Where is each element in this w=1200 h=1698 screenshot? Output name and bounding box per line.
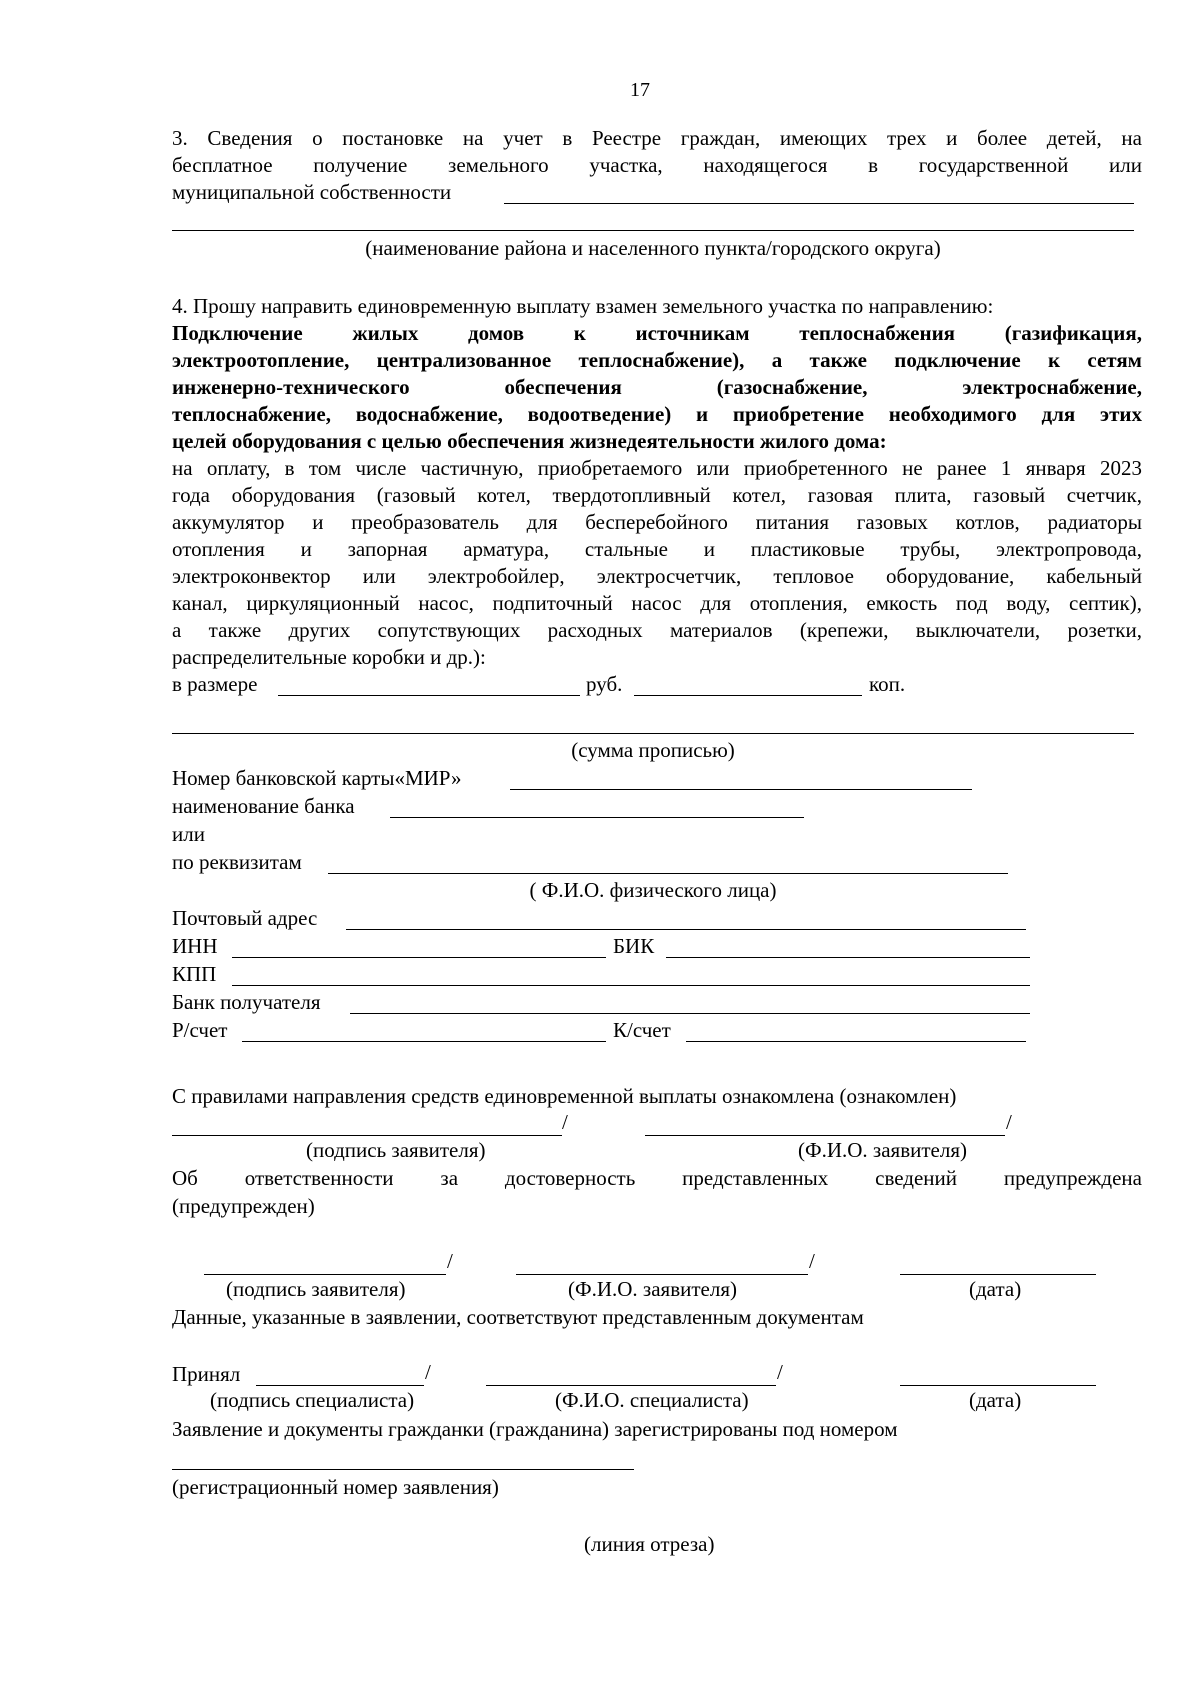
- section4-text-line: а также других сопутствующих расходных материалов (крепежи, выключатели, розетки,: [172, 618, 1142, 642]
- section3-line2: бесплатное получение земельного участка, находящегося в государственной или: [172, 153, 1142, 177]
- bank-name-field-line[interactable]: [390, 817, 804, 818]
- specialist-date-caption: (дата): [969, 1388, 1022, 1412]
- spec-slash: /: [425, 1360, 431, 1384]
- accepted-label: Принял: [172, 1362, 241, 1386]
- bik-field-line[interactable]: [666, 957, 1030, 958]
- kpp-label: КПП: [172, 962, 217, 986]
- district-field-line[interactable]: [172, 230, 1134, 231]
- responsibility-line2: (предупрежден): [172, 1194, 315, 1218]
- section4-bold-line: Подключение жилых домов к источникам теплоснабжения (газификация,: [172, 321, 1142, 345]
- section4-bold-line: электроотопление, централизованное теплоснабжение), а также подключение к сетям: [172, 348, 1142, 372]
- account-field-line[interactable]: [242, 1041, 606, 1042]
- ack-slash: /: [1006, 1110, 1012, 1134]
- ack-signature-caption: (подпись заявителя): [306, 1138, 486, 1162]
- recipient-bank-field-line[interactable]: [350, 1013, 1030, 1014]
- section4-text-line: распределительные коробки и др.):: [172, 645, 486, 669]
- cut-line-caption: (линия отреза): [584, 1532, 715, 1556]
- account-label: Р/счет: [172, 1018, 228, 1042]
- section4-intro: 4. Прошу направить единовременную выплату взамен земельного участка по направлению:: [172, 294, 994, 318]
- resp-date-caption: (дата): [969, 1277, 1022, 1301]
- specialist-signature-caption: (подпись специалиста): [210, 1388, 415, 1412]
- postal-address-label: Почтовый адрес: [172, 906, 318, 930]
- page-number: 17: [630, 79, 650, 101]
- recipient-bank-label: Банк получателя: [172, 990, 321, 1014]
- verification-text: Данные, указанные в заявлении, соответствуют представленным документам: [172, 1305, 864, 1329]
- amount-kop-field-line[interactable]: [634, 695, 862, 696]
- section3-line3: муниципальной собственности: [172, 180, 452, 204]
- section4-text-line: канал, циркуляционный насос, подпиточный насос для отопления, емкость под воду, септик),: [172, 591, 1142, 615]
- section3-line1: 3. Сведения о постановке на учет в Реестре граждан, имеющих трех и более детей, на: [172, 126, 1142, 150]
- inn-field-line[interactable]: [232, 957, 606, 958]
- registration-number-field-line[interactable]: [172, 1469, 634, 1470]
- ack-text: С правилами направления средств единовременной выплаты ознакомлена (ознакомлен): [172, 1084, 957, 1108]
- bank-name-label: наименование банка: [172, 794, 355, 818]
- section4-text-line: на оплату, в том числе частичную, приобретаемого или приобретенного не ранее 1 января 2023: [172, 456, 1142, 480]
- requisites-field-line[interactable]: [328, 873, 1008, 874]
- section4-text-line: электроконвектор или электробойлер, электросчетчик, тепловое оборудование, кабельный: [172, 564, 1142, 588]
- specialist-fio-caption: (Ф.И.О. специалиста): [555, 1388, 749, 1412]
- individual-fio-caption: ( Ф.И.О. физического лица): [529, 878, 777, 902]
- registration-number-caption: (регистрационный номер заявления): [172, 1475, 499, 1499]
- municipality-field-line[interactable]: [504, 203, 1134, 204]
- rub-label: руб.: [586, 672, 623, 696]
- spec-slash: /: [777, 1360, 783, 1384]
- inn-label: ИНН: [172, 934, 218, 958]
- or-label: или: [172, 822, 205, 846]
- card-number-label: Номер банковской карты«МИР»: [172, 766, 462, 790]
- requisites-label: по реквизитам: [172, 850, 302, 874]
- resp-fio-caption: (Ф.И.О. заявителя): [568, 1277, 737, 1301]
- amount-label: в размере: [172, 672, 258, 696]
- section4-bold-line: теплоснабжение, водоснабжение, водоотведение) и приобретение необходимого для этих: [172, 402, 1142, 426]
- section4-bold-line: инженерно-технического обеспечения (газоснабжение, электроснабжение,: [172, 375, 1142, 399]
- responsibility-line1: Об ответственности за достоверность представленных сведений предупреждена: [172, 1166, 1142, 1190]
- section4-text-line: аккумулятор и преобразователь для бесперебойного питания газовых котлов, радиаторы: [172, 510, 1142, 534]
- registration-text: Заявление и документы гражданки (гражданина) зарегистрированы под номером: [172, 1417, 898, 1441]
- corr-account-field-line[interactable]: [686, 1041, 1026, 1042]
- corr-account-label: К/счет: [613, 1018, 671, 1042]
- kpp-field-line[interactable]: [232, 985, 1030, 986]
- resp-slash: /: [809, 1249, 815, 1273]
- resp-slash: /: [447, 1249, 453, 1273]
- postal-address-field-line[interactable]: [346, 929, 1026, 930]
- section4-bold-line: целей оборудования с целью обеспечения жизнедеятельности жилого дома:: [172, 429, 887, 453]
- amount-words-caption: (сумма прописью): [571, 738, 735, 762]
- card-number-field-line[interactable]: [510, 789, 972, 790]
- section4-text-line: отопления и запорная арматура, стальные и пластиковые трубы, электропровода,: [172, 537, 1142, 561]
- ack-fio-caption: (Ф.И.О. заявителя): [798, 1138, 967, 1162]
- section4-text-line: года оборудования (газовый котел, твердотопливный котел, газовая плита, газовый счетчик,: [172, 483, 1142, 507]
- ack-slash: /: [562, 1110, 568, 1134]
- resp-signature-caption: (подпись заявителя): [226, 1277, 406, 1301]
- district-caption: (наименование района и населенного пункта/городского округа): [365, 236, 941, 260]
- amount-words-field-line[interactable]: [172, 733, 1134, 734]
- kop-label: коп.: [869, 672, 906, 696]
- bik-label: БИК: [613, 934, 655, 958]
- amount-rub-field-line[interactable]: [278, 695, 580, 696]
